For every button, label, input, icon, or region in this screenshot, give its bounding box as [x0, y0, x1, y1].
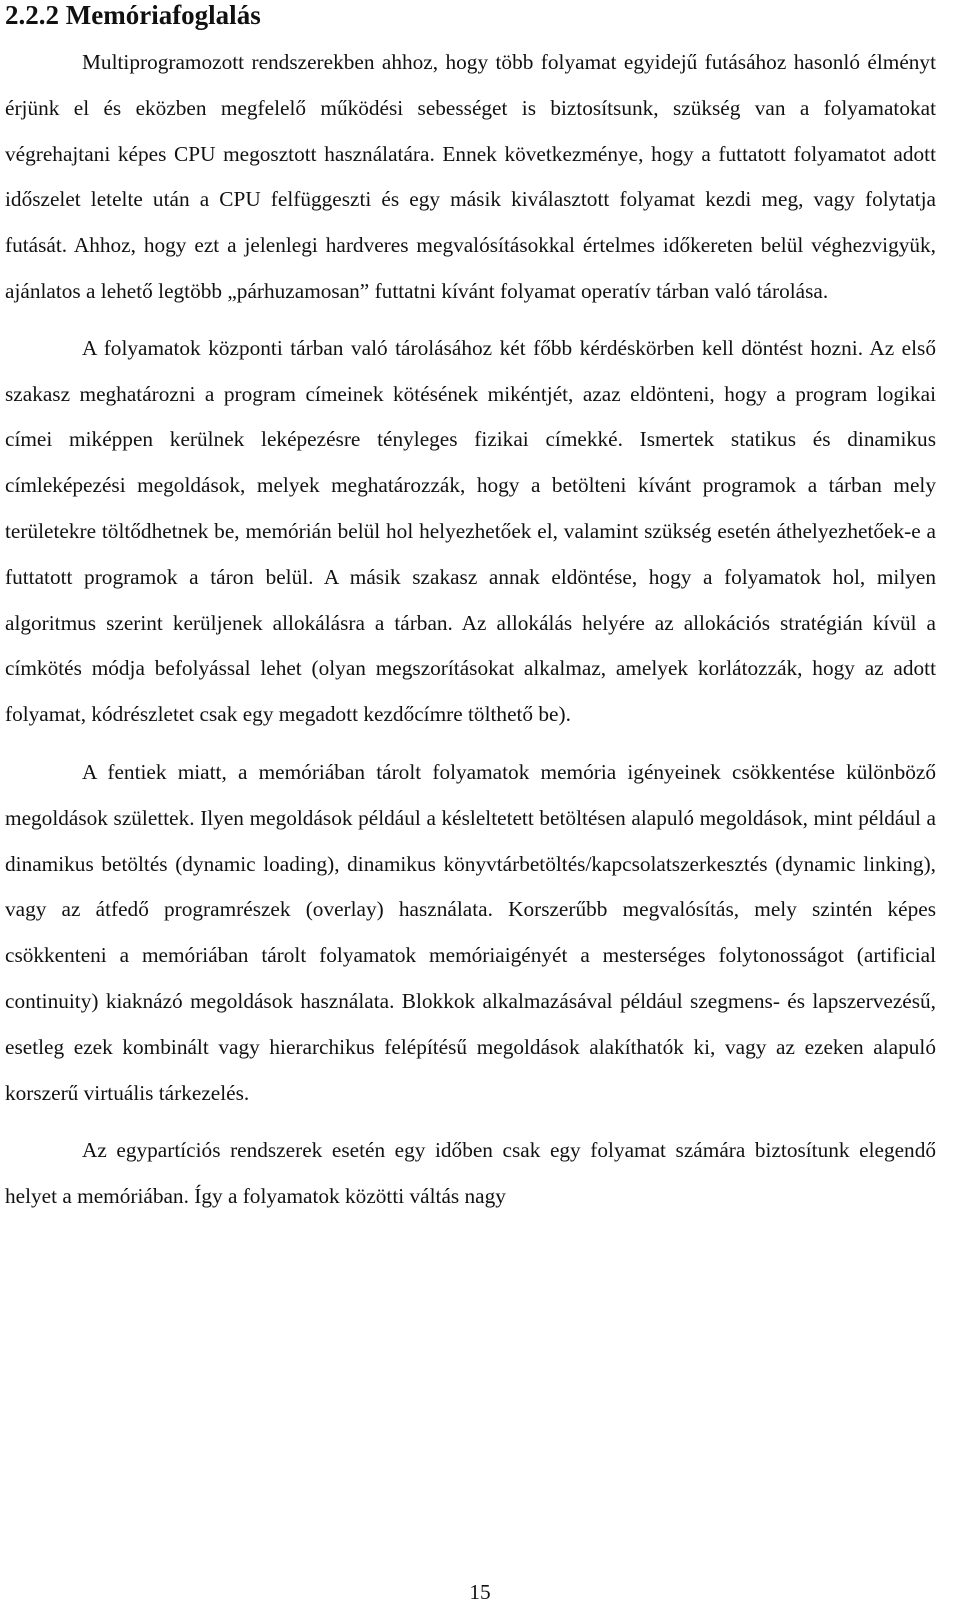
paragraph-1: Multiprogramozott rendszerekben ahhoz, hogy több folyamat egyidejű futásához hasonló élményt érjünk el és eközben megfelelő működési sebességet is biztosítsunk, szükség van a folyamatokat végrehajtani képes CPU megosztott használatára. Ennek következménye, hogy a futtatott folyamatot adott időszelet letelte után a CPU felfüggeszti és egy másik kiválasztott folyamat kezdi meg, vagy folytatja futását. Ahhoz, hogy ezt a jelenlegi hardveres megvalósításokkal értelmes időkereten belül véghezvigyük, ajánlatos a lehető legtöbb „párhuzamosan” futtatni kívánt folyamat operatív tárban való tárolása. — [5, 50, 936, 303]
paragraph-2: A folyamatok központi tárban való tárolásához két főbb kérdéskörben kell döntést hozni. Az első szakasz meghatározni a program címeinek kötésének mikéntjét, azaz eldönteni, hogy a program logikai címei miképpen kerülnek leképezésre tényleges fizikai címekké. Ismertek statikus és dinamikus címleképezési megoldások, melyek meghatározzák, hogy a betölteni kívánt programok a tárban mely területekre töltődhetnek be, memórián belül hol helyezhetőek el, valamint szükség esetén áthelyezhetőek-e a futtatott programok a táron belül. A másik szakasz annak eldöntése, hogy a folyamatok hol, milyen algoritmus szerint kerüljenek allokálásra a tárban. Az allokálás helyére az allokációs stratégián kívül a címkötés módja befolyással lehet (olyan megszorításokat alkalmaz, amelyek korlátozzák, hogy az adott folyamat, kódrészletet csak egy megadott kezdőcímre tölthető be). — [5, 335, 936, 727]
paragraph-3: A fentiek miatt, a memóriában tárolt folyamatok memória igényeinek csökkentése különböző megoldások születtek. Ilyen megoldások például a késleltetett betöltésen alapuló megoldások, mint például a dinamikus betöltés (dynamic loading), dinamikus könyvtárbetöltés/kapcsolatszerkesztés (dynamic linking), vagy az átfedő programrészek (overlay) használata. Korszerűbb megvalósítás, mely szintén képes csökkenteni a memóriában tárolt folyamatok memóriaigényét a mesterséges folytonosságot (artificial continuity) kiaknázó megoldások használata. Blokkok alkalmazásával például szegmens- és lapszervezésű, esetleg ezek kombinált vagy hierarchikus felépítésű megoldások alakíthatók ki, vagy az ezeken alapuló korszerű virtuális tárkezelés. — [5, 759, 936, 1105]
section-heading: 2.2.2 Memóriafoglalás — [5, 0, 261, 30]
page-number: 15 — [469, 1580, 491, 1604]
paragraph-4: Az egypartíciós rendszerek esetén egy időben csak egy folyamat számára biztosítunk elegendő helyet a memóriában. Így a folyamatok közötti váltás nagy — [5, 1138, 936, 1209]
